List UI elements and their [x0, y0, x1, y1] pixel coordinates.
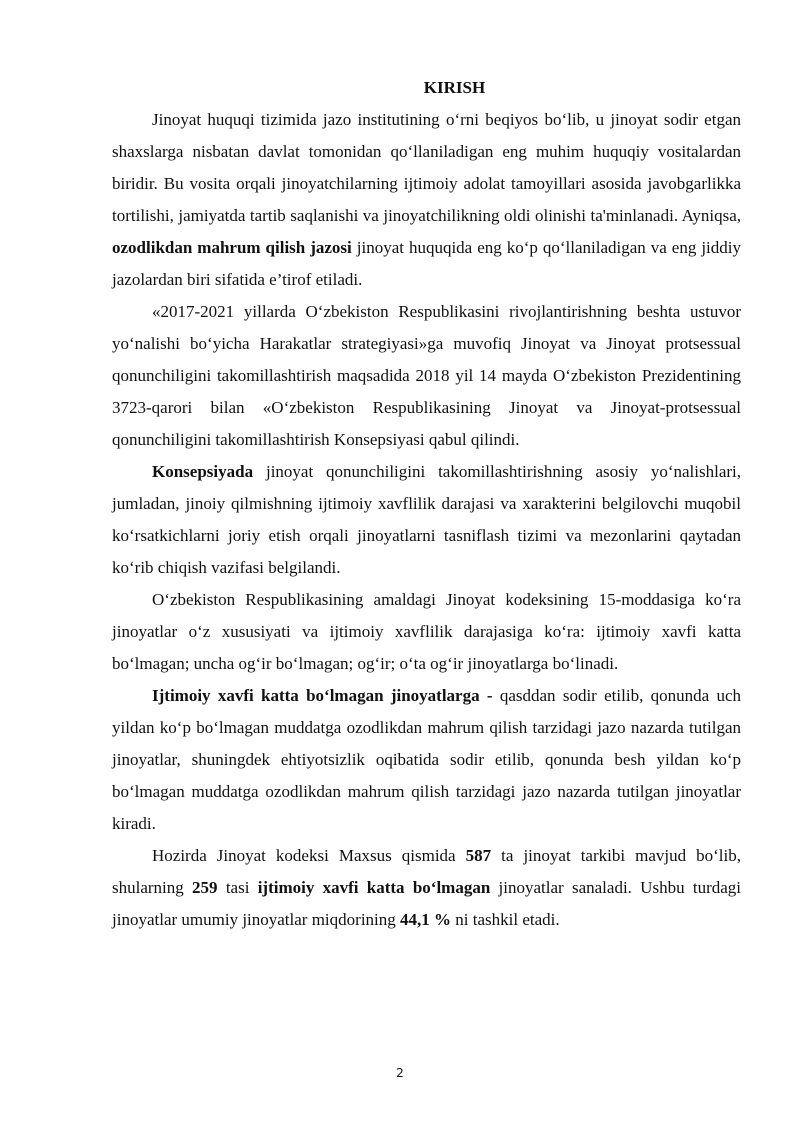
text-run: ta jinoyat tarkibi mavjud bo‘lib, shularning [112, 846, 741, 897]
text-run: jinoyatlar sanaladi. Ushbu turdagi jinoyatlar umumiy jinoyatlar miqdorining [112, 878, 741, 929]
text-run: qasddan sodir etilib, qonunda uch yildan ko‘p bo‘lmagan muddatga ozodlikdan mahrum qilish tarzidagi jazo nazarda tutilgan jinoyatlar, shuningdek ehtiyotsizlik oqibatida sodir etilib, qonunda besh yildan ko‘p bo‘lmagan muddatga ozodlikdan mahrum qilish tarzidagi jazo nazarda tutilgan jinoyatlar kiradi. [112, 686, 741, 833]
bold-run: ijtimoiy xavfi katta bo‘lmagan [257, 878, 491, 897]
paragraph-4 [112, 584, 741, 680]
bold-run: Konsepsiyada [152, 462, 254, 481]
text-run: jinoyat huquqida eng ko‘p qo‘llaniladigan va eng jiddiy jazolardan biri sifatida e’tirof etiladi. [112, 238, 741, 289]
paragraph-1 [112, 104, 741, 296]
bold-run: 587 [465, 846, 492, 865]
document-page [112, 72, 741, 936]
text-run: Hozirda Jinoyat kodeksi Maxsus qismida [152, 846, 466, 865]
paragraph-2 [112, 296, 741, 456]
bold-run: 259 [192, 878, 218, 897]
text-run: O‘zbekiston Respublikasining amaldagi Jinoyat kodeksining 15-moddasiga ko‘ra jinoyatlar o‘z xususiyati va ijtimoiy xavflilik darajasiga ko‘ra: ijtimoiy xavfi katta bo‘lmagan; uncha og‘ir bo‘lmagan; og‘ir; o‘ta og‘ir jinoyatlarga bo‘linadi. [112, 590, 741, 673]
text-run: jinoyat qonunchiligini takomillashtirishning asosiy yo‘nalishlari, jumladan, jinoiy qilmishning ijtimoiy xavflilik darajasi va xarakterini belgilovchi muqobil ko‘rsatkichlarni joriy etish orqali jinoyatlarni tasniflash tizimi va mezonlarini qaytadan ko‘rib chiqish vazifasi belgilandi. [112, 462, 741, 577]
paragraph-3 [112, 456, 741, 584]
paragraph-5 [112, 680, 741, 840]
text-run: «2017-2021 yillarda O‘zbekiston Respublikasini rivojlantirishning beshta ustuvor yo‘nalishi bo‘yicha Harakatlar strategiyasi»ga muvofiq Jinoyat va Jinoyat protsessual qonunchiligini takomillashtirish maqsadida 2018 yil 14 mayda O‘zbekiston Prezidentining 3723-qarori bilan «O‘zbekiston Respublikasining Jinoyat va Jinoyat-protsessual qonunchiligini takomillashtirish Konsepsiyasi qabul qilindi. [112, 302, 741, 449]
page-title: KIRISH [423, 78, 486, 97]
bold-run: 44,1 % [400, 910, 452, 929]
text-run: Jinoyat huquqi tizimida jazo institutining o‘rni beqiyos bo‘lib, u jinoyat sodir etgan shaxslarga nisbatan davlat tomonidan qo‘llaniladigan eng muhim huquqiy vositalardan biridir. Bu vosita orqali jinoyatchilarning ijtimoiy adolat tamoyillari asosida javobgarlikka tortilishi, jamiyatda tartib saqlanishi va jinoyatchilikning oldi olinishi ta'minlanadi. Ayniqsa, [112, 110, 741, 225]
page-number: 2 [396, 1066, 404, 1080]
text-run: ni tashkil etadi. [451, 910, 560, 929]
paragraph-6 [112, 840, 741, 936]
bold-run: Ijtimoiy xavfi katta bo‘lmagan jinoyatlarga - [152, 686, 493, 705]
bold-run: ozodlikdan mahrum qilish jazosi [112, 238, 352, 257]
text-run: tasi [217, 878, 258, 897]
